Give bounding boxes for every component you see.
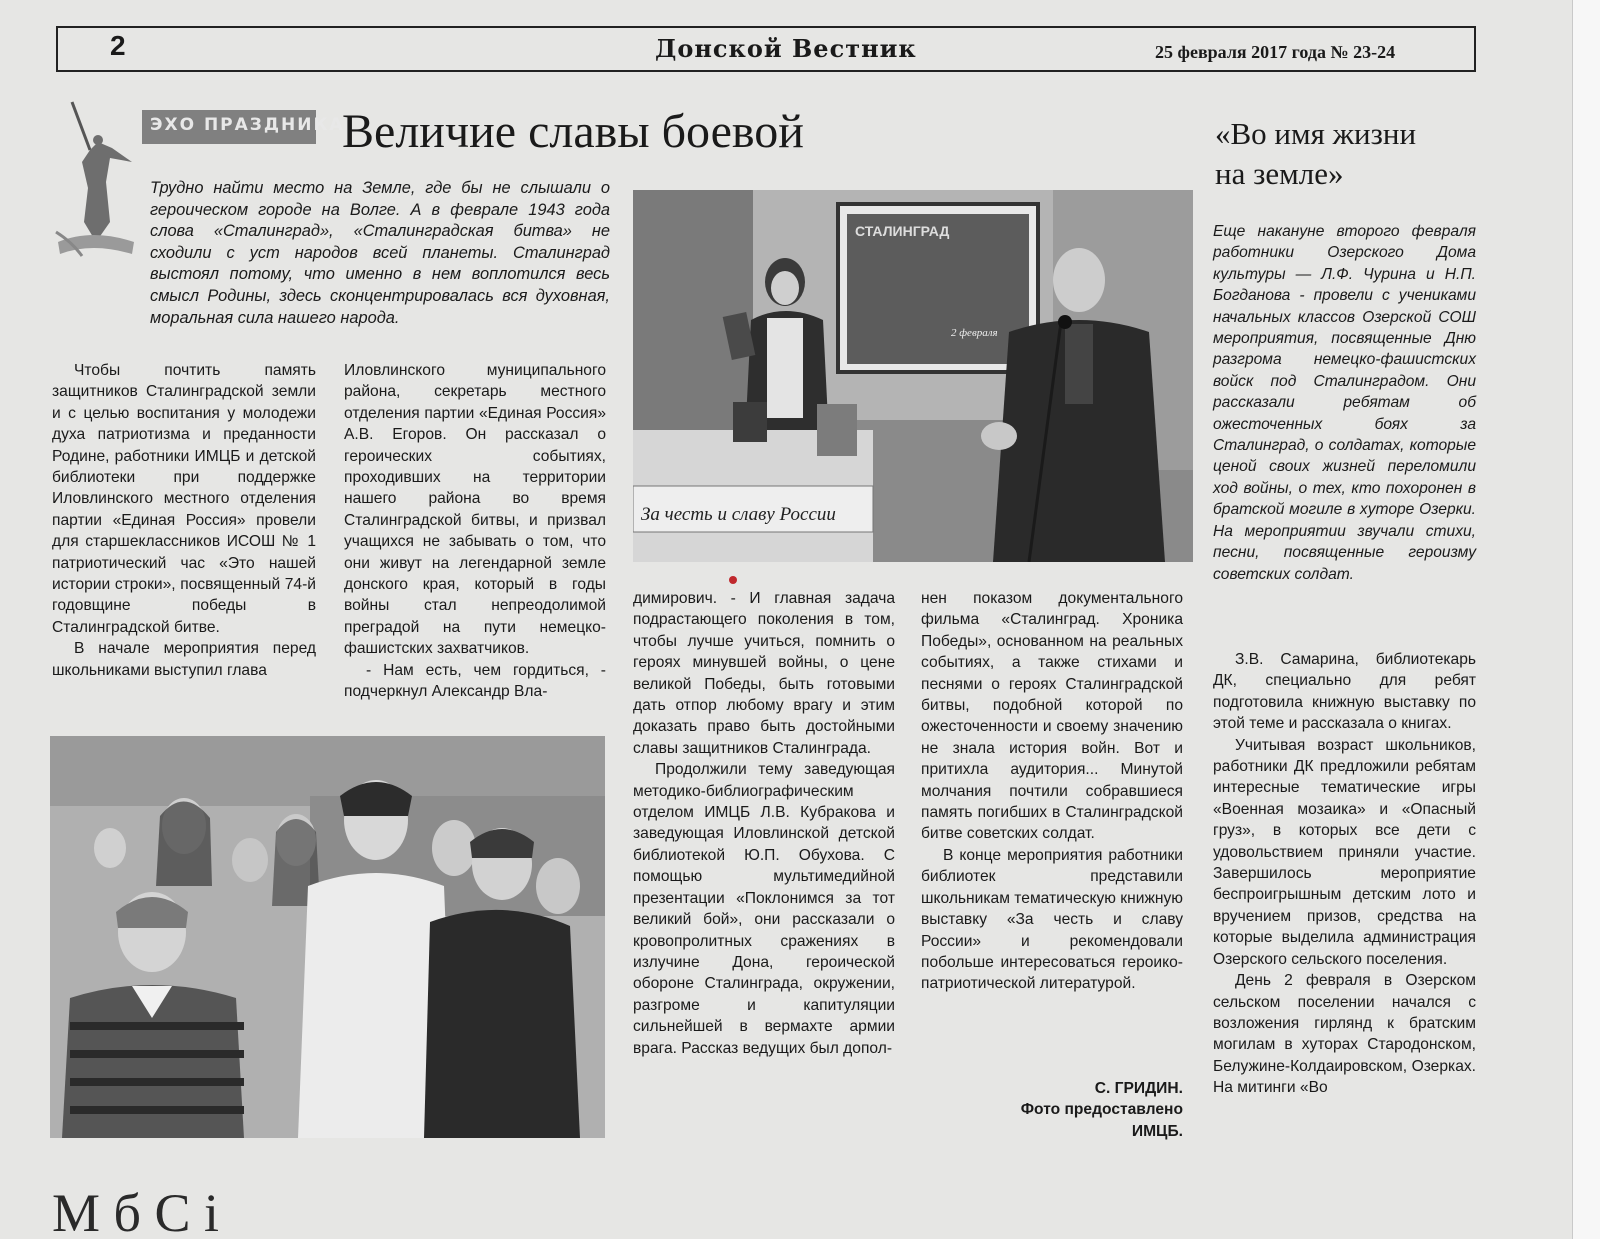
newspaper-masthead: Донской Вестник [655, 34, 917, 63]
article-lead: Трудно найти место на Земле, где бы не слышали о героическом городе на Волге. А в феврале 1943 года слова «Сталинград», «Сталинградская битва» не сходили с уст народов всей планеты. Сталинград выстоял потому, что именно в нем воплотился весь смысл Родины, здесь сконцентрировалась вся духовная, моральная сила нашего народа. [150, 179, 610, 327]
paragraph: Учитывая возраст школьников, работники ДК предложили ребятам интересные тематические игры «Военная мозаика» и «Опасный груз», в которых все дети с удовольствием приняли участие. Завершилось мероприятие беспроигрышным детским лото и вручением призов, средства на которые выделила администрация Озерского сельского поселения. [1213, 736, 1476, 968]
event-photo-students [50, 736, 605, 1138]
sidebar-headline-line: на земле» [1215, 156, 1344, 191]
photo-credit: Фото предоставлено [1020, 1101, 1183, 1119]
motherland-statue-emblem [52, 92, 138, 262]
paragraph: нен показом документального фильма «Сталинград. Хроника Победы», основанном на реальных событиях, а также стихами и песнями о героях Сталинградской битвы, подобной которой по ожесточенности и своему значению не знала история войн. Вот и притихла аудитория... Минутой молчания почтили собравшиеся память погибших в Сталинградской битве советских солдат. [921, 590, 1183, 843]
paragraph: День 2 февраля в Озерском сельском поселении начался с возложения гирлянд к братским могилам в хуторах Стародонском, Белужине-Колдаировском, Озерках. На митинги «Во [1213, 972, 1476, 1097]
paragraph: димирович. - И главная задача подрастающего поколения в том, чтобы лучше учиться, помнить о героях минувшей войны, о цене великой Победы, быть готовыми дать отпор любому врагу и этим доказать право быть достойными славы защитников Сталинграда. [633, 590, 895, 757]
article-column-4 [921, 588, 1183, 995]
red-mark [729, 576, 737, 584]
paragraph: Чтобы почтить память защитников Сталинградской земли и с целью воспитания у молодежи духа патриотизма и преданности Родине, работники ИМЦБ и детской библиотеки при поддержке Иловлинского местного отделения партии «Единая Россия» провели для старшеклассников ИСОШ № 1 патриотический час «Это нашей истории строки», посвященный 74-й годовщине победы в Сталинградской битве. [52, 362, 316, 636]
issue-date: 25 февраля 2017 года № 23-24 [1155, 42, 1396, 62]
exhibition-banner: За честь и славу России [641, 504, 836, 525]
poster-date: 2 февраля [951, 327, 998, 339]
paragraph: З.В. Самарина, библиотекарь ДК, специально для ребят подготовила книжную выставку по этой теме и рассказала о книгах. [1213, 651, 1476, 733]
article-column-2 [344, 360, 606, 703]
article-column-1 [52, 360, 316, 681]
photo-credit-source: ИМЦБ. [1131, 1122, 1183, 1140]
sidebar-headline-line: «Во имя жизни [1215, 116, 1417, 151]
paragraph: Продолжили тему заведующая методико-библиографическим отделом ИМЦБ Л.В. Кубракова и заведующая Иловлинской детской библиотекой Ю.П. Обухова. С помощью мультимедийной презентации «Поклонимся за тот великий бой», они рассказали о кровопролитных сражениях в излучине Дона, героической обороне Сталинграда, окружении, разгроме и капитуляции сильнейшей в вермахте армии врага. Рассказ ведущих был допол- [633, 761, 895, 1057]
next-article-headline-cut: М б С і [52, 1183, 220, 1239]
sidebar-body [1213, 649, 1476, 1099]
paragraph: Иловлинского муниципального района, секретарь местного отделения партии «Единая Россия» А.В. Егоров. Он рассказал о героических событиях, проходивших на территории нашего района во время Сталинградской битвы, и призвал учащихся не забывать о том, что они живут на легендарной земле донского края, который в годы войны стал непреодолимой преградой на пути немецко-фашистских захватчиков. [344, 362, 606, 658]
article-headline: Величие славы боевой [342, 105, 804, 158]
article-signature [921, 1078, 1183, 1142]
paragraph: В конце мероприятия работники библиотек представили школьникам тематическую книжную выставку «За честь и славу России» и рекомендовали побольше интересоваться героико-патриотической литературой. [921, 846, 1183, 993]
paragraph: - Нам есть, чем гордиться, - подчеркнул Александр Вла- [344, 661, 606, 701]
sidebar-headline [1215, 114, 1475, 194]
event-photo-speaker [633, 190, 1193, 562]
rubric-label: ЭХО ПРАЗДНИКА [150, 115, 345, 135]
sidebar-lead: Еще накануне второго февраля работники Озерского Дома культуры — Л.Ф. Чурина и Н.П. Богданова - провели с учениками начальных классов Озерской СОШ мероприятия, посвященные Дню разгрома немецко-фашистских войск под Сталинградом. Они рассказали ребятам об ожесточенных боях за Сталинград, о солдатах, которые ценой своих жизней переломили ход войны, о тех, кто похоронен в братской могиле в хуторе Озерки. На мероприятии звучали стихи, песни, посвященные героизму советских солдат. [1213, 223, 1476, 583]
paragraph: В начале мероприятия перед школьниками выступил глава [52, 640, 316, 679]
scan-margin [1572, 0, 1600, 1239]
page-number: 2 [110, 30, 126, 61]
poster-title: СТАЛИНГРАД [855, 223, 950, 239]
article-column-3 [633, 588, 895, 1059]
author-name: С. ГРИДИН. [1094, 1080, 1183, 1097]
